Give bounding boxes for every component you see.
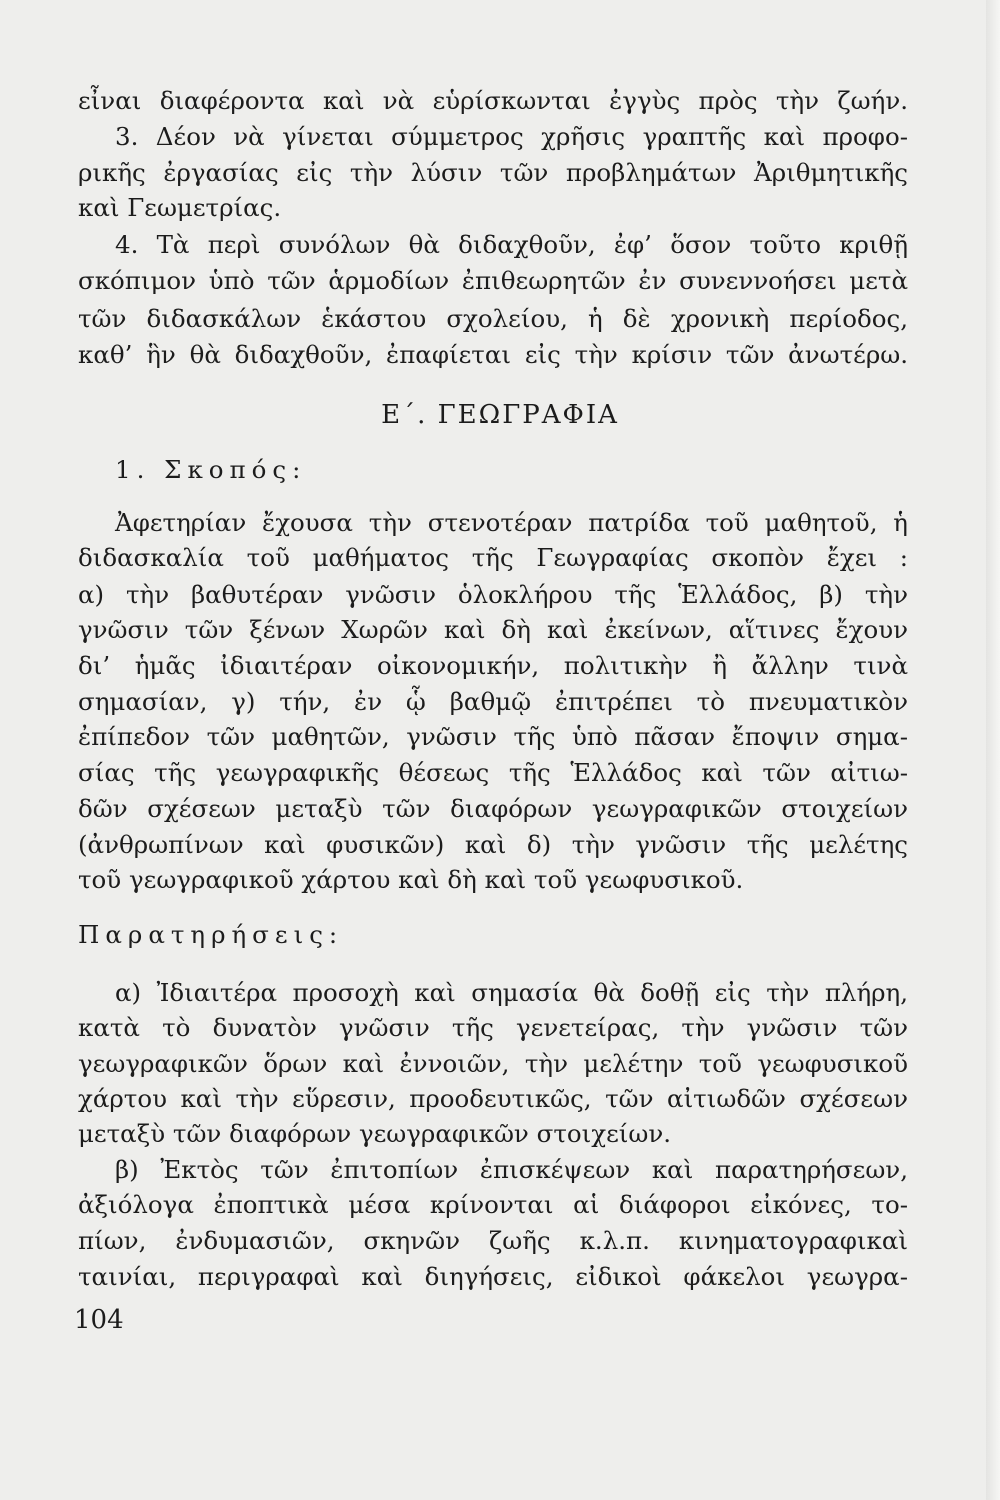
text-line: καὶ Γεωμετρίας.: [78, 193, 282, 222]
text-line: 4. Τὰ περὶ συνόλων θὰ διδαχθοῦν, ἐφ’ ὅσον τοῦτο κριθῇ: [115, 230, 908, 259]
text-line: (ἀνθρωπίνων καὶ φυσικῶν) καὶ δ) τὴν γνῶσιν τῆς μελέτης: [78, 830, 908, 859]
text-line: καθ’ ἣν θὰ διδαχθοῦν, ἐπαφίεται εἰς τὴν κρίσιν τῶν ἀνωτέρω.: [78, 340, 908, 369]
text-line: ρικῆς ἐργασίας εἰς τὴν λύσιν τῶν προβλημάτων Ἀριθμητικῆς: [78, 158, 908, 187]
text-line: τῶν διδασκάλων ἑκάστου σχολείου, ἡ δὲ χρονικὴ περίοδος,: [78, 304, 908, 333]
text-line: χάρτου καὶ τὴν εὕρεσιν, προοδευτικῶς, τῶν αἰτιωδῶν σχέσεων: [78, 1084, 908, 1113]
text-line: δι’ ἡμᾶς ἰδιαιτέραν οἰκονομικήν, πολιτικὴν ἢ ἄλλην τινὰ: [78, 651, 908, 680]
text-line: ἀξιόλογα ἐποπτικὰ μέσα κρίνονται αἱ διάφοροι εἰκόνες, το-: [78, 1190, 908, 1219]
text-line: μεταξὺ τῶν διαφόρων γεωγραφικῶν στοιχείων.: [78, 1119, 672, 1148]
text-line: διδασκαλία τοῦ μαθήματος τῆς Γεωγραφίας σκοπὸν ἔχει :: [78, 543, 908, 572]
text-line: τοῦ γεωγραφικοῦ χάρτου καὶ δὴ καὶ τοῦ γεωφυσικοῦ.: [78, 865, 744, 894]
text-line: ταινίαι, περιγραφαὶ καὶ διηγήσεις, εἰδικοὶ φάκελοι γεωγρα-: [78, 1262, 908, 1291]
text-line: σημασίαν, γ) τήν, ἐν ᾧ βαθμῷ ἐπιτρέπει τὸ πνευματικὸν: [78, 687, 908, 716]
text-line: εἶναι διαφέροντα καὶ νὰ εὑρίσκωνται ἐγγὺς πρὸς τὴν ζωήν.: [78, 86, 908, 115]
section-heading: Ε΄. ΓΕΩΓΡΑΦΙΑ: [381, 400, 619, 430]
text-line: σκόπιμον ὑπὸ τῶν ἁρμοδίων ἐπιθεωρητῶν ἐν συνεννοήσει μετὰ: [78, 266, 908, 295]
subheading-remarks: Παρατηρήσεις:: [78, 920, 344, 949]
text-line: πίων, ἐνδυμασιῶν, σκηνῶν ζωῆς κ.λ.π. κινηματογραφικαὶ: [78, 1226, 908, 1255]
subheading-purpose: 1. Σκοπός:: [115, 455, 307, 484]
text-line: σίας τῆς γεωγραφικῆς θέσεως τῆς Ἑλλάδος καὶ τῶν αἰτιω-: [78, 758, 908, 787]
text-line: γεωγραφικῶν ὅρων καὶ ἐννοιῶν, τὴν μελέτην τοῦ γεωφυσικοῦ: [78, 1049, 908, 1078]
text-line: 3. Δέον νὰ γίνεται σύμμετρος χρῆσις γραπτῆς καὶ προφο-: [115, 122, 908, 151]
page-edge: [986, 0, 1000, 1500]
text-line: ἐπίπεδον τῶν μαθητῶν, γνῶσιν τῆς ὑπὸ πᾶσαν ἔποψιν σημα-: [78, 722, 908, 751]
text-line: Ἀφετηρίαν ἔχουσα τὴν στενοτέραν πατρίδα τοῦ μαθητοῦ, ἡ: [115, 508, 908, 537]
text-line: α) τὴν βαθυτέραν γνῶσιν ὁλοκλήρου τῆς Ἑλλάδος, β) τὴν: [78, 580, 908, 609]
text-line: γνῶσιν τῶν ξένων Χωρῶν καὶ δὴ καὶ ἐκείνων, αἵτινες ἔχουν: [78, 615, 908, 644]
text-line: κατὰ τὸ δυνατὸν γνῶσιν τῆς γενετείρας, τὴν γνῶσιν τῶν: [78, 1013, 908, 1042]
text-line: δῶν σχέσεων μεταξὺ τῶν διαφόρων γεωγραφικῶν στοιχείων: [78, 794, 908, 823]
text-line: β) Ἐκτὸς τῶν ἐπιτοπίων ἐπισκέψεων καὶ παρατηρήσεων,: [115, 1155, 908, 1184]
text-line: α) Ἰδιαιτέρα προσοχὴ καὶ σημασία θὰ δοθῇ εἰς τὴν πλήρη,: [115, 978, 908, 1007]
page-number: 104: [74, 1305, 124, 1335]
